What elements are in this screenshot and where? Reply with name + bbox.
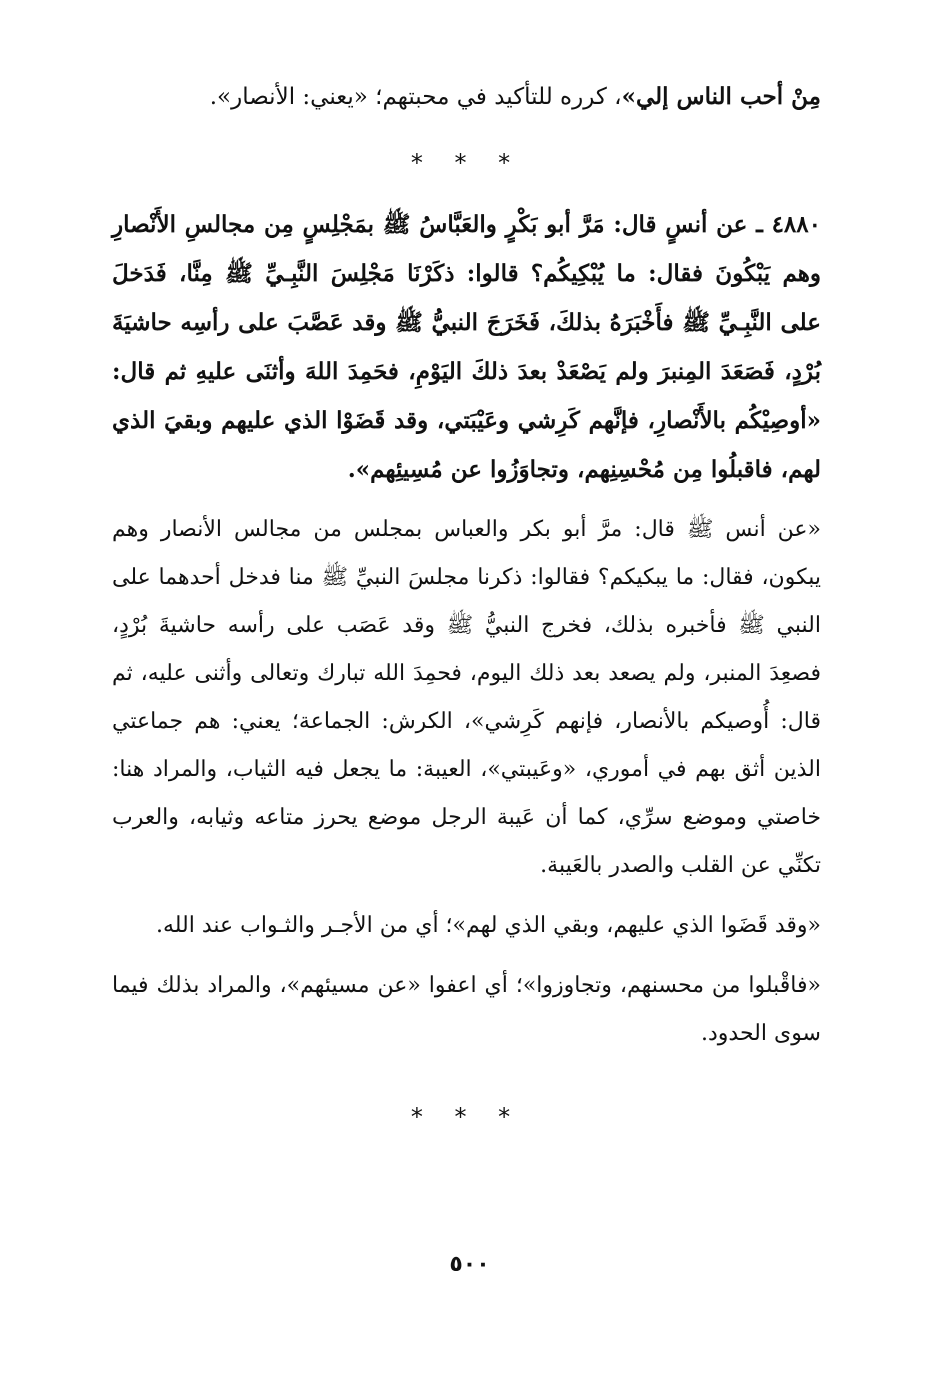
page-body [112,72,821,1335]
commentary-paragraph-3: «فاقْبلوا من محسنهم، وتجاوزوا»؛ أي اعفوا «عن مسيئهم»، والمراد بذلك فيما سوى الحدود. [112,973,821,1046]
intro-rest: ، كرره للتأكيد في محبتهم؛ «يعني: الأنصار». [209,84,622,110]
intro-quote: مِنْ أحب الناس إلي» [621,83,821,110]
section-separator: * * * [410,149,523,177]
commentary-paragraph-1: «عن أنس ﷺ قال: مرَّ أبو بكر والعباس بمجلس من مجالس الأنصار وهم يبكون، فقال: ما يبكيكم؟ فقالوا: ذكرنا مجلسَ النبيِّ ﷺ منا فدخل أحدهما على النبي ﷺ فأخبره بذلك، فخرج النبيُّ ﷺ وقد عَصَب على رأسه حاشيةَ بُرْدٍ، فصعِدَ المنبر، ولم يصعد بعد ذلك اليوم، فحمِدَ الله تبارك وتعالى وأثنى عليه، ثم قال: أُوصيكم بالأنصار، فإنهم كَرِشي»، الكرش: الجماعة؛ يعني: هم جماعتي الذين أثق بهم في أموري، «وعَيبتي»، العيبة: ما يجعل فيه الثياب، والمراد هنا: خاصتي وموضع سرِّي، كما أن عَيبة الرجل موضع يحرز متاعه وثيابه، والعرب تكنِّي عن القلب والصدر بالعَيبة. [112,517,821,878]
hadith-text: ٤٨٨٠ ـ عن أنسٍ قال: مَرَّ أبو بَكْرٍ والعَبَّاسُ ﷺ بمَجْلِسٍ مِن مجالسِ الأَنْصارِ وهم يَبْكُونَ فقال: ما يُبْكِيكُم؟ قالوا: ذكَرْنَا مَجْلِسَ النَّبِـيِّ ﷺ مِنَّا، فَدَخلَ على النَّبِـيِّ ﷺ فأَخْبَرَهُ بذلكَ، فَخَرَجَ النبيُّ ﷺ وقد عَصَّبَ على رأسِه حاشيَةَ بُرْدٍ، فَصَعَدَ المِنبرَ ولم يَصْعَدْ بعدَ ذلكَ اليَوْمِ، فحَمِدَ اللهَ وأثنَى عليهِ ثم قال: «أوصِيْكُم بالأَنْصارِ، فإنَّهم كَرِشي وعَيْبَتي، وقد قَضَوْا الذي عليهم وبقيَ الذي لهم، فاقبلُوا مِن مُحْسِنِهم، وتجاوَزُوا عن مُسِيئِهم». [112,211,821,483]
section-separator-bottom: * * * [410,1103,523,1131]
hadith-block [112,200,821,494]
commentary-paragraph-2: «وقد قَضَوا الذي عليهم، وبقي الذي لهم»؛ أي من الأجـر والثـواب عند الله. [155,913,821,938]
commentary-block [112,506,821,1058]
page-number: ٥٠٠ [449,1252,490,1277]
intro-line [112,72,821,122]
